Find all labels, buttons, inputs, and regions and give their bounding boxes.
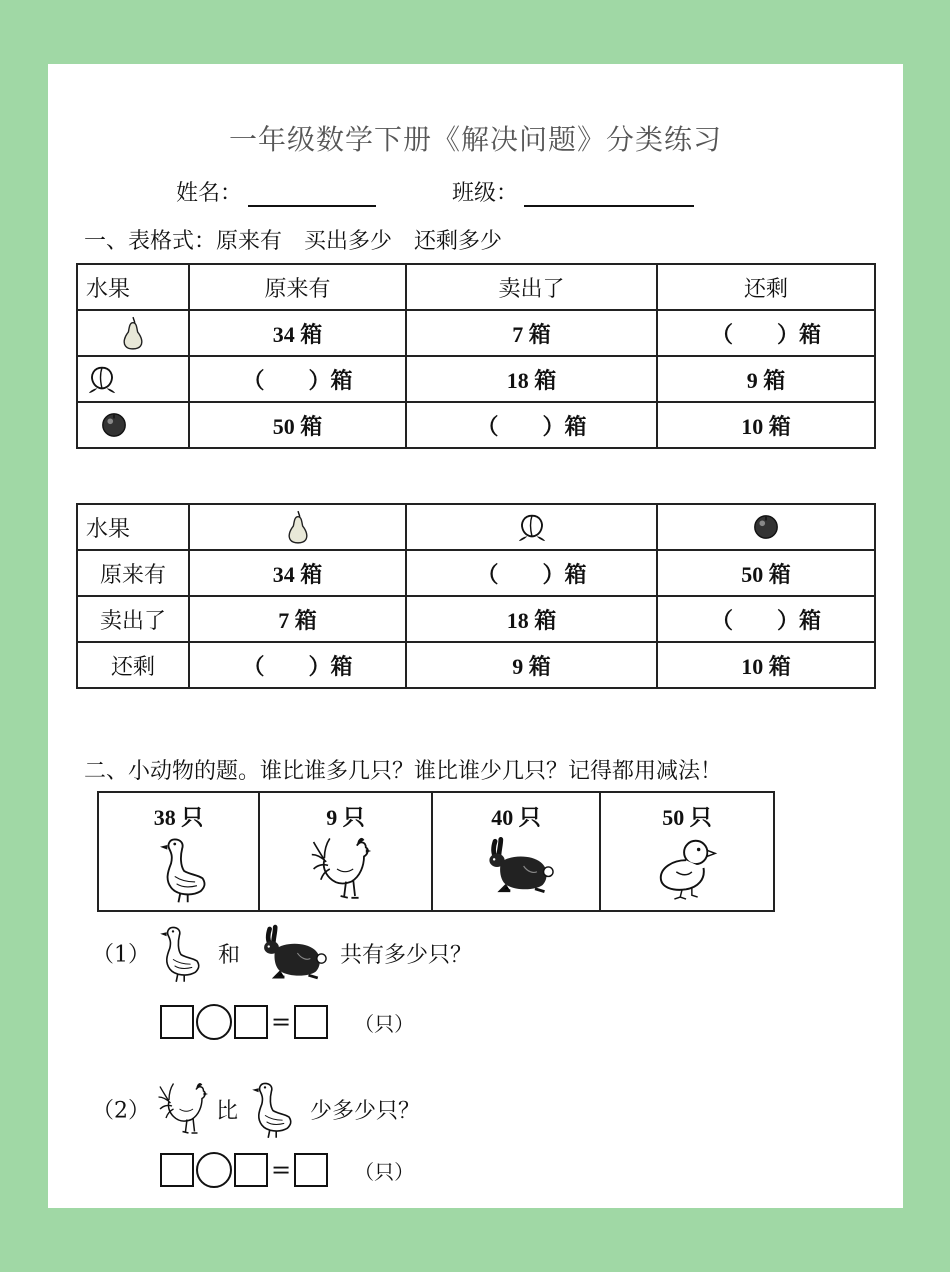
rooster-icon xyxy=(157,1077,217,1141)
animal-cell xyxy=(259,792,432,911)
value-cell: 18 箱 xyxy=(406,596,657,642)
rabbit-icon xyxy=(253,924,327,982)
fruit-cell xyxy=(77,356,189,402)
goose-icon xyxy=(249,1076,297,1142)
apple-icon xyxy=(100,411,128,439)
peach-icon xyxy=(86,362,118,396)
header-fruit: 水果 xyxy=(77,264,189,310)
connector-text: 比 xyxy=(216,1098,239,1124)
answer-cell[interactable]: （ ）箱 xyxy=(657,596,875,642)
name-field xyxy=(176,176,376,207)
equals-sign: = xyxy=(271,1008,292,1036)
fruit-cell xyxy=(657,504,875,550)
row-label-sold: 卖出了 xyxy=(77,596,189,642)
answer-box[interactable] xyxy=(234,1153,268,1187)
answer-cell[interactable]: （ ）箱 xyxy=(406,550,657,596)
animal-cell xyxy=(600,792,774,911)
question-text: 共有多少只？ xyxy=(340,942,473,968)
fruit-cell xyxy=(77,402,189,448)
value-cell: 9 箱 xyxy=(657,356,875,402)
animal-count: 50 只 xyxy=(662,805,712,830)
table-row xyxy=(77,550,875,596)
fruit-table-1 xyxy=(76,263,876,449)
unit-label: （只） xyxy=(354,1011,415,1036)
answer-box[interactable] xyxy=(234,1005,268,1039)
value-cell: 50 箱 xyxy=(189,402,406,448)
row-label-original: 原来有 xyxy=(77,550,189,596)
answer-cell[interactable]: （ ）箱 xyxy=(189,356,406,402)
answer-cell[interactable]: （ ）箱 xyxy=(189,642,406,688)
question-text: 少多少只？ xyxy=(310,1098,421,1124)
animal-cell xyxy=(98,792,259,911)
table-row xyxy=(77,402,875,448)
animal-cell xyxy=(432,792,600,911)
fruit-cell xyxy=(189,504,406,550)
header-left: 还剩 xyxy=(657,264,875,310)
header-fruit: 水果 xyxy=(77,504,189,550)
answer-cell[interactable]: （ ）箱 xyxy=(406,402,657,448)
chick-icon xyxy=(653,832,721,902)
question-number: （2） xyxy=(92,1098,150,1124)
header-sold: 卖出了 xyxy=(406,264,657,310)
goose-icon xyxy=(156,832,212,906)
fruit-table-2 xyxy=(76,503,876,689)
pear-icon xyxy=(284,508,312,546)
name-label: 姓名： xyxy=(176,181,243,206)
equals-sign: = xyxy=(271,1156,292,1184)
connector-text: 和 xyxy=(218,942,241,968)
operator-circle[interactable] xyxy=(196,1004,232,1040)
class-blank-line[interactable] xyxy=(524,181,694,207)
goose-icon xyxy=(157,920,205,986)
table-row xyxy=(77,310,875,356)
value-cell: 10 箱 xyxy=(657,642,875,688)
value-cell: 34 箱 xyxy=(189,550,406,596)
table-row xyxy=(77,596,875,642)
row-label-left: 还剩 xyxy=(77,642,189,688)
answer-box[interactable] xyxy=(160,1153,194,1187)
peach-icon xyxy=(516,510,548,544)
value-cell: 9 箱 xyxy=(406,642,657,688)
fruit-cell xyxy=(77,310,189,356)
value-cell: 7 箱 xyxy=(189,596,406,642)
fruit-cell xyxy=(406,504,657,550)
rooster-icon xyxy=(310,832,382,906)
operator-circle[interactable] xyxy=(196,1152,232,1188)
equation-1 xyxy=(160,1004,414,1040)
answer-box[interactable] xyxy=(294,1153,328,1187)
table-row xyxy=(77,642,875,688)
answer-box[interactable] xyxy=(160,1005,194,1039)
unit-label: （只） xyxy=(354,1159,415,1184)
answer-box[interactable] xyxy=(294,1005,328,1039)
animal-count: 9 只 xyxy=(326,805,365,830)
table-row xyxy=(77,356,875,402)
page-title: 一年级数学下册《解决问题》分类练习 xyxy=(228,123,722,156)
equation-2 xyxy=(160,1152,414,1188)
value-cell: 50 箱 xyxy=(657,550,875,596)
class-field xyxy=(452,176,694,207)
value-cell: 34 箱 xyxy=(189,310,406,356)
question-1 xyxy=(92,920,472,986)
section1-heading: 一、表格式：原来有 买出多少 还剩多少 xyxy=(84,229,503,254)
rabbit-icon xyxy=(478,836,554,896)
answer-cell[interactable]: （ ）箱 xyxy=(657,310,875,356)
animal-count: 38 只 xyxy=(153,805,204,830)
table-row xyxy=(77,504,875,550)
animal-count: 40 只 xyxy=(491,805,541,830)
question-2 xyxy=(92,1076,420,1142)
question-number: （1） xyxy=(92,942,150,968)
value-cell: 7 箱 xyxy=(406,310,657,356)
animals-table xyxy=(97,791,775,912)
table-row xyxy=(98,792,774,911)
value-cell: 10 箱 xyxy=(657,402,875,448)
apple-icon xyxy=(752,513,780,541)
name-blank-line[interactable] xyxy=(248,181,376,207)
section2-heading: 二、小动物的题。谁比谁多几只？谁比谁少几只？记得都用减法！ xyxy=(84,759,723,784)
table-row xyxy=(77,264,875,310)
pear-icon xyxy=(119,314,147,352)
value-cell: 18 箱 xyxy=(406,356,657,402)
header-original: 原来有 xyxy=(189,264,406,310)
worksheet xyxy=(48,64,903,1208)
class-label: 班级： xyxy=(452,181,519,206)
